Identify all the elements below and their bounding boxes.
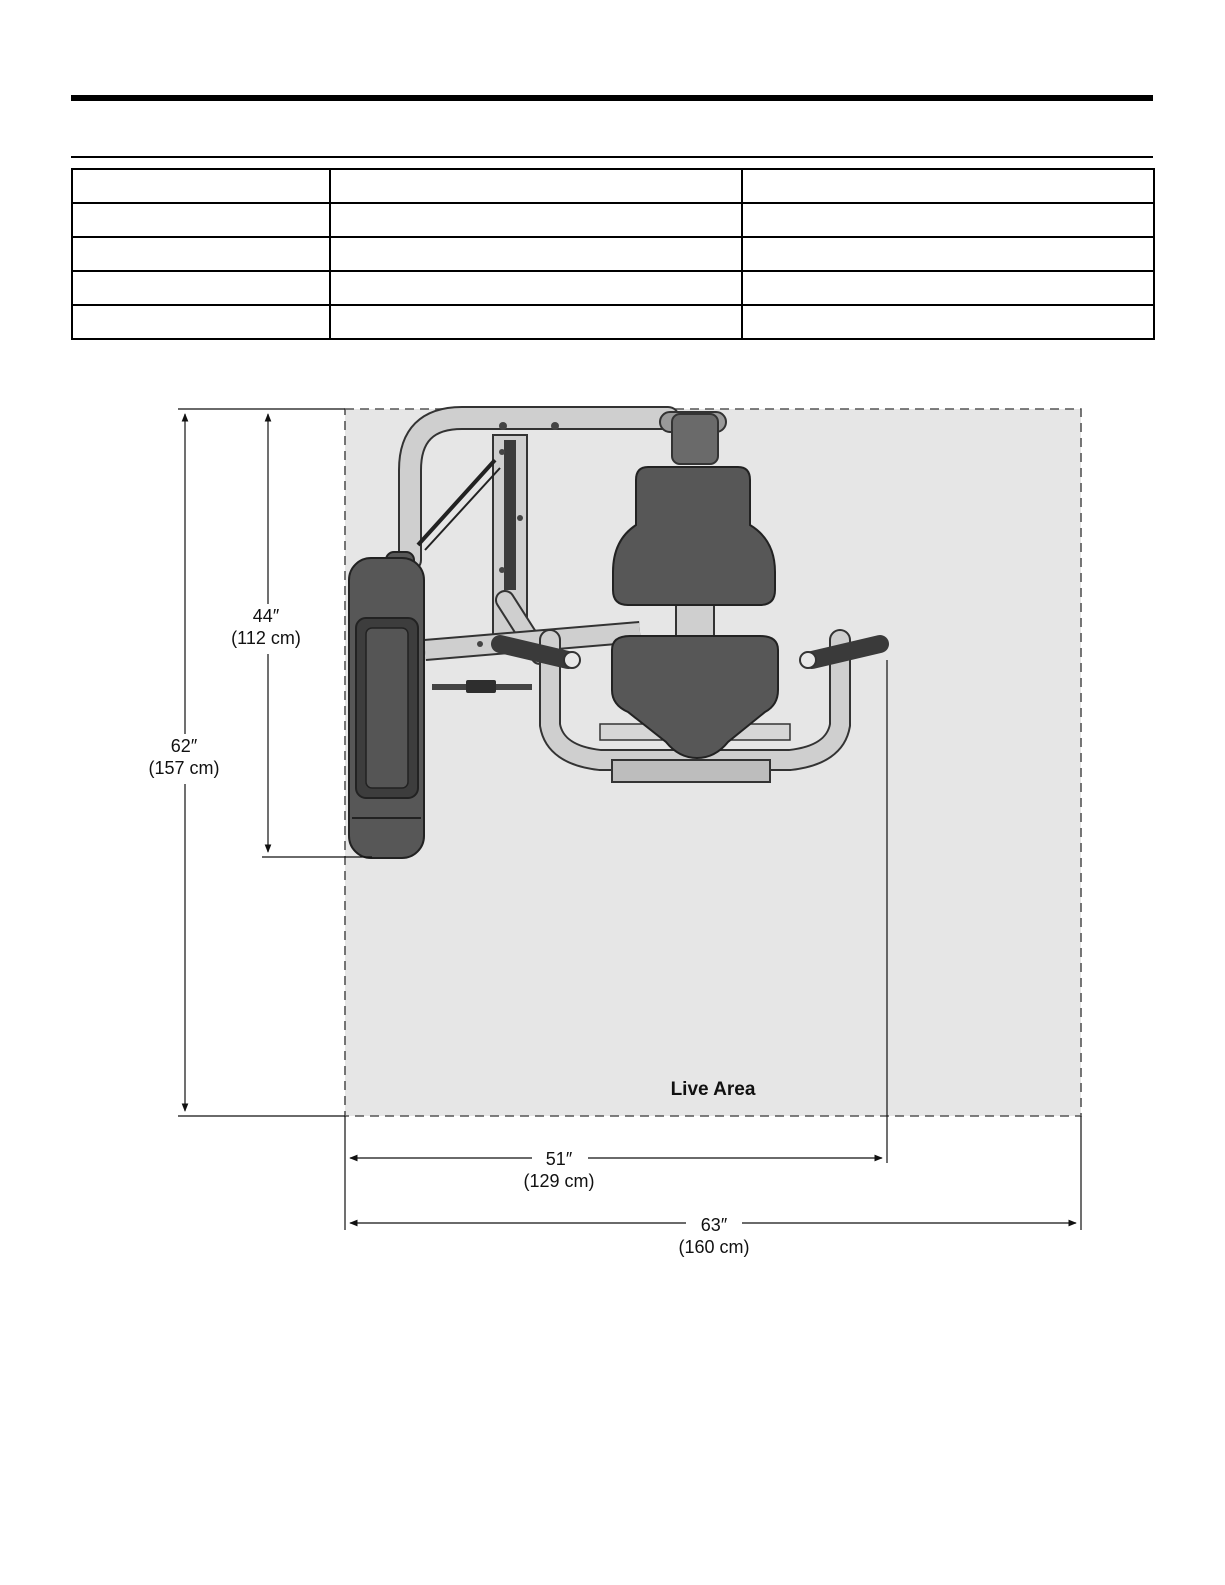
live-area-label: Live Area	[670, 1079, 756, 1100]
dimension-label-width-total-metric: (160 cm)	[678, 1237, 750, 1257]
back-pad	[613, 467, 775, 605]
dimension-label-width-total: 63″	[700, 1215, 728, 1235]
dimension-label-height-total: 62″	[170, 736, 198, 756]
dimension-label-height-total-metric: (157 cm)	[148, 758, 220, 778]
dimension-label-height-machine: 44″	[252, 606, 280, 626]
dimension-label-width-machine-metric: (129 cm)	[523, 1171, 595, 1191]
dimension-label-height-machine-metric: (112 cm)	[231, 628, 301, 648]
dimension-label-width-machine: 51″	[545, 1149, 573, 1169]
